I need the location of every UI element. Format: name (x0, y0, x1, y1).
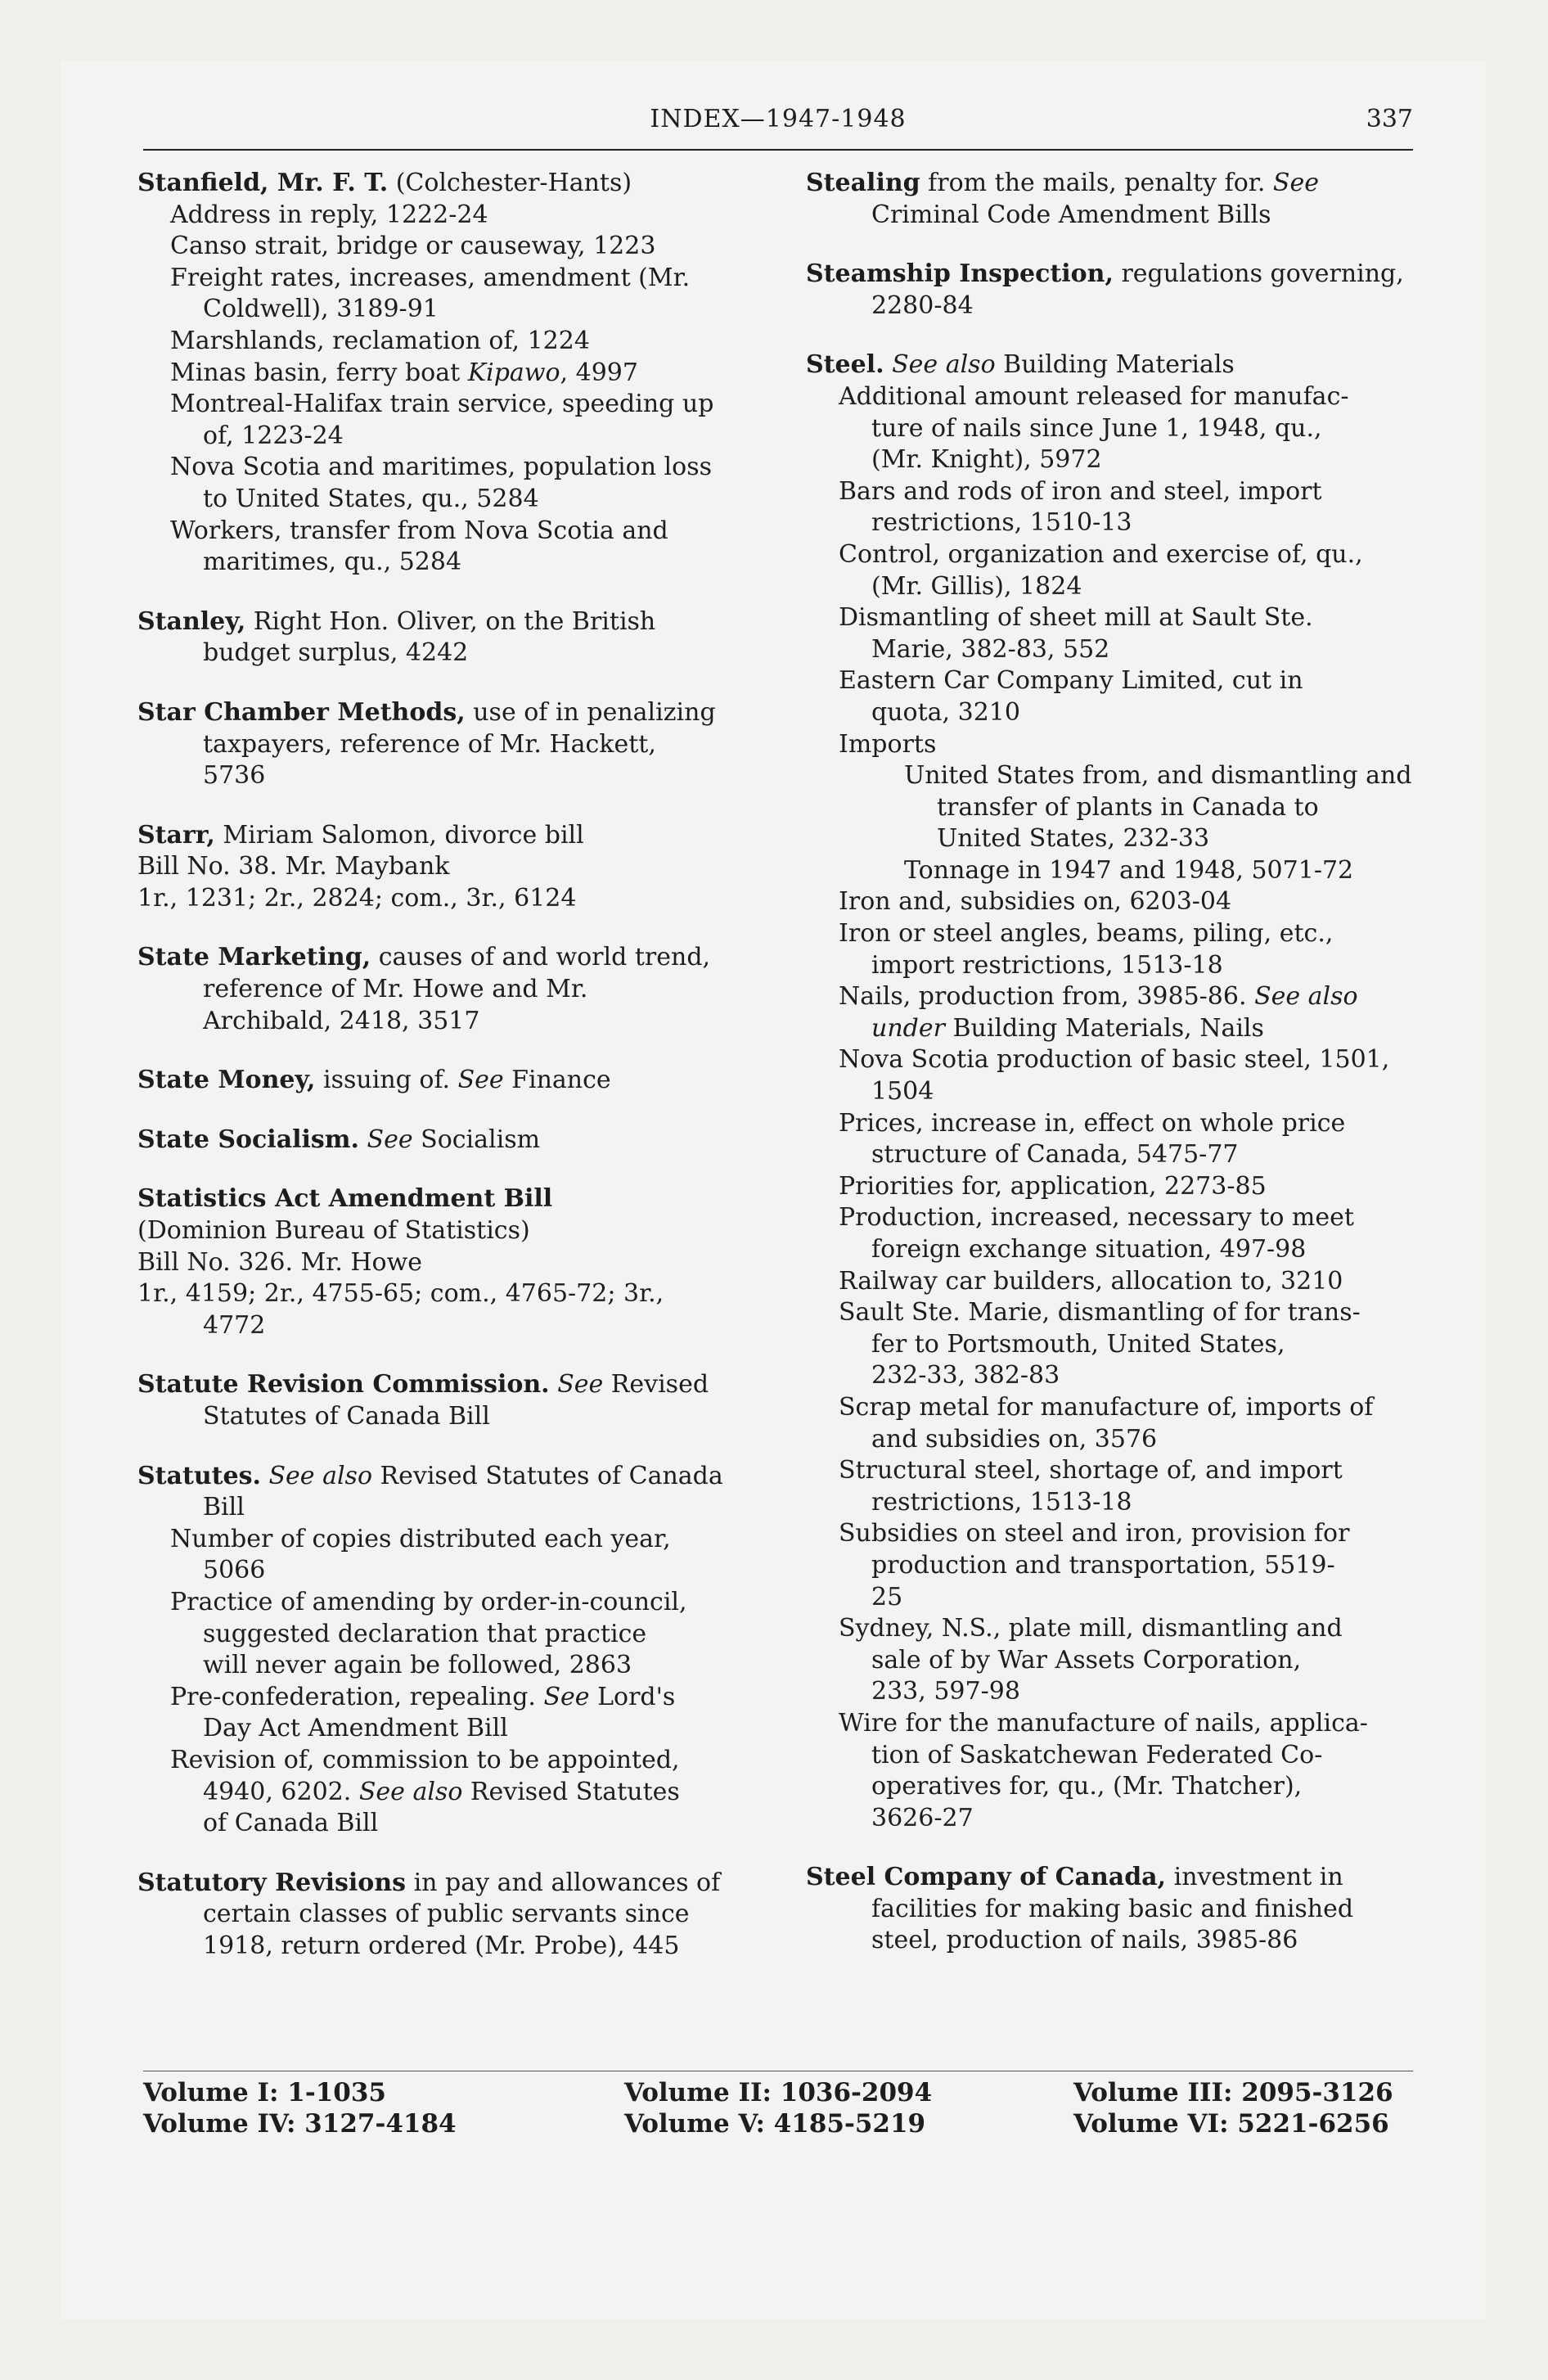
entry-subline (806, 1297, 1410, 1329)
entry-text: Tonnage in 1947 and 1948, 5071-72 (904, 855, 1354, 885)
entry-text: transfer of plants in Canada to (937, 792, 1319, 822)
page-title: INDEX—1947-1948 (650, 105, 907, 133)
entry-heading: Steel Company of Canada, (806, 1863, 1167, 1892)
entry-heading: Statutory Revisions (137, 1868, 407, 1897)
entry-subline (137, 1931, 753, 1963)
entry-text: Bill No. 38. Mr. Maybank (137, 852, 450, 881)
volume-row (143, 2108, 1420, 2141)
entry-subline (806, 1392, 1410, 1424)
entry-text: (Colchester-Hants) (388, 169, 632, 197)
entry-text: Statutes of Canada Bill (203, 1402, 490, 1431)
entry-heading-line (137, 1215, 753, 1247)
entry-subline (806, 1894, 1410, 1926)
index-entry (137, 697, 753, 792)
entry-subline (806, 1266, 1410, 1298)
entry-text: Building Materials (995, 350, 1235, 380)
entry-text: in pay and allowances of (406, 1868, 721, 1897)
entry-text: Revision of, commission to be appointed, (170, 1745, 680, 1774)
entry-text: See also (268, 1461, 373, 1490)
entry-text: Nova Scotia production of basic steel, 1501, (839, 1045, 1390, 1075)
entry-text: budget surplus, 4242 (203, 638, 469, 668)
volume-range: Volume VI: 5221-6256 (1073, 2109, 1389, 2139)
entry-text: restrictions, 1510-13 (871, 508, 1132, 538)
entry-text: Eastern Car Company Limited, cut in (839, 666, 1303, 696)
entry-subline (806, 602, 1410, 634)
index-entry (137, 1065, 753, 1097)
entry-subline (806, 1613, 1410, 1645)
entry-heading: Starr, (137, 820, 215, 850)
entry-text: See (367, 1125, 413, 1154)
entry-subline (137, 484, 753, 516)
index-entry (137, 168, 753, 579)
entry-heading: Stanley, (137, 606, 246, 636)
entry-heading: Statistics Act Amendment Bill (137, 1184, 553, 1214)
entry-subline (137, 1524, 753, 1556)
entry-heading-line (137, 1369, 753, 1401)
entry-text: Imports (839, 729, 937, 759)
entry-text: Bill (203, 1493, 245, 1522)
entry-text: 25 (871, 1582, 903, 1611)
entry-heading-line (137, 883, 753, 915)
index-entry (137, 1369, 753, 1432)
entry-subline (137, 389, 753, 421)
entry-subline (806, 1708, 1410, 1740)
entry-subline (137, 729, 753, 761)
entry-text: Bars and rods of iron and steel, import (839, 476, 1322, 506)
entry-text: Finance (503, 1066, 611, 1095)
entry-subline (137, 1777, 753, 1809)
entry-subline (806, 381, 1410, 413)
entry-heading-line (137, 820, 753, 852)
entry-subline (137, 231, 753, 263)
entry-subline (806, 1013, 1410, 1045)
entry-text: use of in penalizing (465, 697, 716, 727)
entry-subline (806, 1234, 1410, 1266)
entry-heading: Stealing (806, 169, 920, 197)
entry-text: Additional amount released for manufac- (839, 381, 1349, 411)
entry-subline (806, 886, 1410, 918)
entry-subline (806, 476, 1410, 508)
entry-text: Day Act Amendment Bill (203, 1714, 508, 1743)
index-entry (137, 942, 753, 1037)
entry-subline (806, 200, 1410, 232)
index-entry (806, 349, 1410, 1834)
entry-text: See (557, 1370, 604, 1400)
entry-text: Canso strait, bridge or causeway, 1223 (170, 232, 656, 261)
entry-subline (806, 1550, 1410, 1582)
entry-heading: Statutes. (137, 1461, 261, 1490)
entry-subline (806, 507, 1410, 539)
page-number: 337 (1366, 105, 1413, 133)
entry-subline (806, 539, 1410, 571)
entry-text: See also (892, 350, 996, 380)
entry-subline (806, 1202, 1410, 1234)
index-entry (137, 606, 753, 669)
entry-text: Kipawo (467, 358, 560, 387)
entry-heading-line (806, 168, 1410, 200)
entry-text: , 4997 (560, 358, 638, 387)
entry-text: (Mr. Gillis), 1824 (871, 571, 1082, 601)
entry-subline (137, 200, 753, 232)
entry-subline (806, 981, 1410, 1013)
entry-text: Pre-confederation, repealing. (170, 1682, 544, 1711)
entry-text: foreign exchange situation, 497-98 (871, 1235, 1307, 1264)
entry-text: Workers, transfer from Nova Scotia and (170, 516, 668, 545)
entry-subline (806, 918, 1410, 950)
entry-heading-line (137, 1247, 753, 1279)
entry-subline (806, 1329, 1410, 1361)
entry-subline (137, 547, 753, 579)
entry-text: Criminal Code Amendment Bills (871, 200, 1271, 229)
entry-heading-line (137, 1868, 753, 1900)
entry-text: to United States, qu., 5284 (203, 484, 539, 513)
entry-heading: State Socialism. (137, 1125, 359, 1154)
entry-subline (806, 1740, 1410, 1772)
entry-text: Socialism (412, 1125, 541, 1154)
index-entry (137, 1183, 753, 1341)
entry-text: Scrap metal for manufacture of, imports of (839, 1392, 1374, 1422)
entry-text: Minas basin, ferry boat (170, 358, 468, 387)
entry-text: fer to Portsmouth, United States, (871, 1329, 1285, 1359)
entry-text: Bill No. 326. Mr. Howe (137, 1247, 423, 1277)
entry-text: certain classes of public servants since (203, 1900, 690, 1929)
entry-text: 1504 (871, 1077, 934, 1107)
entry-text: Iron and, subsidies on, 6203-04 (839, 887, 1232, 917)
entry-subline (806, 634, 1410, 666)
volume-range: Volume I: 1-1035 (143, 2078, 386, 2107)
entry-text: operatives for, qu., (Mr. Thatcher), (871, 1772, 1303, 1801)
entry-subline (806, 729, 1410, 761)
entry-text: and subsidies on, 3576 (871, 1424, 1158, 1454)
volume-range: Volume V: 4185-5219 (624, 2109, 926, 2139)
entry-text: Iron or steel angles, beams, piling, etc., (839, 919, 1334, 949)
entry-text: 4940, 6202. (203, 1777, 359, 1806)
entry-subline (137, 1713, 753, 1745)
volume-range: Volume IV: 3127-4184 (143, 2109, 457, 2139)
entry-text: investment in (1166, 1863, 1343, 1892)
entry-heading-line (806, 349, 1410, 381)
entry-subline (137, 1808, 753, 1840)
entry-subline (137, 1899, 753, 1931)
entry-text: 4772 (203, 1310, 266, 1340)
index-entry (806, 259, 1410, 322)
entry-subline (806, 1518, 1410, 1550)
entry-text: United States from, and dismantling and (904, 761, 1412, 791)
index-entry (806, 168, 1410, 231)
entry-subline (137, 1682, 753, 1714)
entry-text: under (871, 1013, 945, 1043)
entry-subline (806, 823, 1410, 855)
entry-text: reference of Mr. Howe and Mr. (203, 975, 588, 1004)
index-entry (806, 1862, 1410, 1957)
entry-text: taxpayers, reference of Mr. Hackett, (203, 729, 656, 759)
entry-subline (137, 974, 753, 1006)
entry-subline (137, 1006, 753, 1038)
entry-subline (137, 358, 753, 390)
entry-heading-line (137, 168, 753, 200)
index-column-right (806, 168, 1410, 1985)
volume-row (143, 2077, 1420, 2110)
entry-heading-line (137, 1065, 753, 1097)
entry-text: See (457, 1066, 504, 1095)
entry-text: steel, production of nails, 3985-86 (871, 1926, 1298, 1955)
entry-subline (806, 413, 1410, 445)
entry-text (550, 1370, 558, 1399)
entry-heading-line (137, 1461, 753, 1493)
entry-subline (806, 1803, 1410, 1835)
entry-subline (137, 294, 753, 326)
entry-text: Archibald, 2418, 3517 (203, 1006, 480, 1035)
index-column-left (137, 168, 753, 1990)
entry-subline (806, 1076, 1410, 1108)
entry-text: 232-33, 382-83 (871, 1361, 1060, 1391)
entry-text: Railway car builders, allocation to, 3210 (839, 1266, 1343, 1296)
entry-text: Building Materials, Nails (944, 1013, 1264, 1043)
entry-text: Marshlands, reclamation of, 1224 (170, 326, 590, 355)
entry-subline (806, 792, 1410, 824)
entry-subline (137, 421, 753, 453)
entry-subline (806, 1139, 1410, 1171)
entry-heading: Steamship Inspection, (806, 259, 1114, 289)
entry-text: ture of nails since June 1, 1948, qu., (871, 413, 1322, 443)
entry-text: Revised Statutes of Canada (372, 1461, 723, 1490)
entry-subline (806, 1108, 1410, 1140)
entry-subline (806, 760, 1410, 792)
entry-subline (137, 452, 753, 484)
entry-subline (806, 1424, 1410, 1456)
entry-text: (Dominion Bureau of Statistics) (137, 1216, 530, 1246)
entry-text: Revised Statutes (462, 1777, 680, 1806)
entry-subline (137, 1650, 753, 1682)
entry-text: Freight rates, increases, amendment (Mr. (170, 263, 691, 292)
entry-text: will never again be followed, 2863 (203, 1651, 632, 1680)
entry-subline (137, 1619, 753, 1651)
entry-text: 233, 597-98 (871, 1677, 1020, 1706)
entry-text: of Canada Bill (203, 1809, 379, 1838)
entry-text: Right Hon. Oliver, on the British (245, 606, 656, 636)
entry-subline (806, 1645, 1410, 1677)
entry-heading: State Money, (137, 1066, 316, 1095)
entry-subline (137, 1310, 753, 1342)
entry-text: suggested declaration that practice (203, 1619, 647, 1648)
entry-heading: Statute Revision Commission. (137, 1370, 550, 1400)
entry-text: restrictions, 1513-18 (871, 1487, 1132, 1517)
entry-text: 3626-27 (871, 1803, 974, 1832)
entry-subline (137, 1492, 753, 1524)
entry-text: Priorities for, application, 2273-85 (839, 1171, 1267, 1201)
entry-text: 1918, return ordered (Mr. Probe), 445 (203, 1931, 680, 1960)
entry-heading: Stanfield, Mr. F. T. (137, 169, 389, 197)
entry-heading-line (137, 942, 753, 974)
entry-subline (806, 855, 1410, 887)
entry-text: structure of Canada, 5475-77 (871, 1140, 1239, 1170)
entry-heading-line (137, 851, 753, 883)
entry-text: import restrictions, 1513-18 (871, 950, 1223, 980)
entry-subline (806, 1487, 1410, 1519)
entry-text: Nails, production from, 3985-86. (839, 982, 1255, 1012)
entry-text: 1r., 1231; 2r., 2824; com., 3r., 6124 (137, 883, 577, 913)
entry-text: See (543, 1682, 590, 1711)
entry-heading: Star Chamber Methods, (137, 697, 466, 727)
entry-heading-line (137, 606, 753, 638)
entry-text: Number of copies distributed each year, (170, 1524, 671, 1553)
entry-text: production and transportation, 5519- (871, 1550, 1335, 1580)
entry-subline (806, 1676, 1410, 1708)
entry-heading: State Marketing, (137, 943, 371, 972)
entry-text: See (1272, 169, 1319, 197)
entry-text: Sydney, N.S., plate mill, dismantling and (839, 1614, 1343, 1643)
entry-subline (137, 1587, 753, 1619)
entry-heading: Steel. (806, 350, 884, 380)
entry-text: Sault Ste. Marie, dismantling of for trans- (839, 1298, 1361, 1327)
index-entry (137, 1461, 753, 1840)
entry-subline (137, 1401, 753, 1433)
entry-subline (806, 291, 1410, 322)
entry-heading-line (806, 259, 1410, 291)
entry-text: Practice of amending by order-in-council, (170, 1587, 687, 1616)
entry-text: (Mr. Knight), 5972 (871, 445, 1102, 475)
entry-text (359, 1125, 367, 1154)
entry-text: causes of and world trend, (371, 943, 711, 972)
entry-subline (137, 638, 753, 669)
index-entry (137, 820, 753, 915)
entry-subline (137, 326, 753, 358)
entry-subline (806, 665, 1410, 697)
entry-text: 2280-84 (871, 291, 974, 320)
entry-subline (806, 1455, 1410, 1487)
entry-text: Control, organization and exercise of, qu., (839, 539, 1363, 569)
entry-text: 1r., 4159; 2r., 4755-65; com., 4765-72; 3r., (137, 1279, 664, 1309)
index-entry (137, 1125, 753, 1156)
entry-subline (137, 516, 753, 548)
entry-text: See also (1254, 982, 1358, 1012)
entry-text: from the mails, penalty for. (920, 169, 1273, 197)
entry-text: Dismantling of sheet mill at Sault Ste. (839, 603, 1313, 633)
entry-subline (137, 1745, 753, 1777)
entry-text: maritimes, qu., 5284 (203, 548, 462, 577)
entry-heading-line (806, 1862, 1410, 1894)
entry-text: regulations governing, (1113, 259, 1404, 289)
entry-subline (137, 760, 753, 792)
entry-heading-line (137, 1125, 753, 1156)
entry-subline (806, 1582, 1410, 1614)
entry-text: facilities for making basic and finished (871, 1894, 1354, 1923)
entry-subline (806, 1925, 1410, 1957)
entry-text: Structural steel, shortage of, and import (839, 1456, 1343, 1485)
entry-subline (806, 1771, 1410, 1803)
entry-text: Marie, 382-83, 552 (871, 634, 1110, 664)
entry-text (884, 350, 893, 379)
entry-heading-line (137, 697, 753, 729)
entry-text: sale of by War Assets Corporation, (871, 1645, 1302, 1675)
index-entry (137, 1868, 753, 1963)
entry-subline (137, 263, 753, 295)
entry-text: Lord's (589, 1682, 676, 1711)
entry-subline (806, 1171, 1410, 1203)
entry-text: Production, increased, necessary to meet (839, 1203, 1354, 1233)
entry-subline (806, 697, 1410, 729)
entry-text: Revised (603, 1370, 709, 1400)
entry-text: Address in reply, 1222-24 (170, 200, 488, 229)
entry-text: Coldwell), 3189-91 (203, 295, 439, 324)
entry-text: issuing of. (315, 1066, 458, 1095)
volume-range: Volume II: 1036-2094 (624, 2078, 933, 2107)
entry-subline (137, 1555, 753, 1587)
entry-heading-line (137, 1278, 753, 1310)
volume-range: Volume III: 2095-3126 (1073, 2078, 1393, 2107)
entry-text: Nova Scotia and maritimes, population loss (170, 453, 712, 482)
entry-text: quota, 3210 (871, 697, 1020, 727)
entry-text: Wire for the manufacture of nails, applica- (839, 1708, 1368, 1738)
entry-text: tion of Saskatchewan Federated Co- (871, 1740, 1323, 1769)
header-rule (143, 149, 1413, 151)
entry-text: Montreal-Halifax train service, speeding up (170, 390, 714, 419)
entry-text: 5736 (203, 761, 266, 791)
entry-text: United States, 232-33 (937, 824, 1210, 854)
entry-subline (806, 950, 1410, 982)
entry-text: 5066 (203, 1556, 266, 1585)
entry-text: Miriam Salomon, divorce bill (214, 820, 584, 850)
entry-subline (806, 1044, 1410, 1076)
page-header (143, 105, 1413, 151)
entry-subline (806, 444, 1410, 476)
entry-text: See also (358, 1777, 463, 1806)
entry-heading-line (137, 1183, 753, 1215)
entry-text: Subsidies on steel and iron, provision for (839, 1519, 1350, 1548)
entry-subline (806, 1360, 1410, 1392)
entry-text: Prices, increase in, effect on whole price (839, 1108, 1346, 1138)
entry-subline (806, 571, 1410, 603)
entry-text: of, 1223-24 (203, 421, 344, 450)
